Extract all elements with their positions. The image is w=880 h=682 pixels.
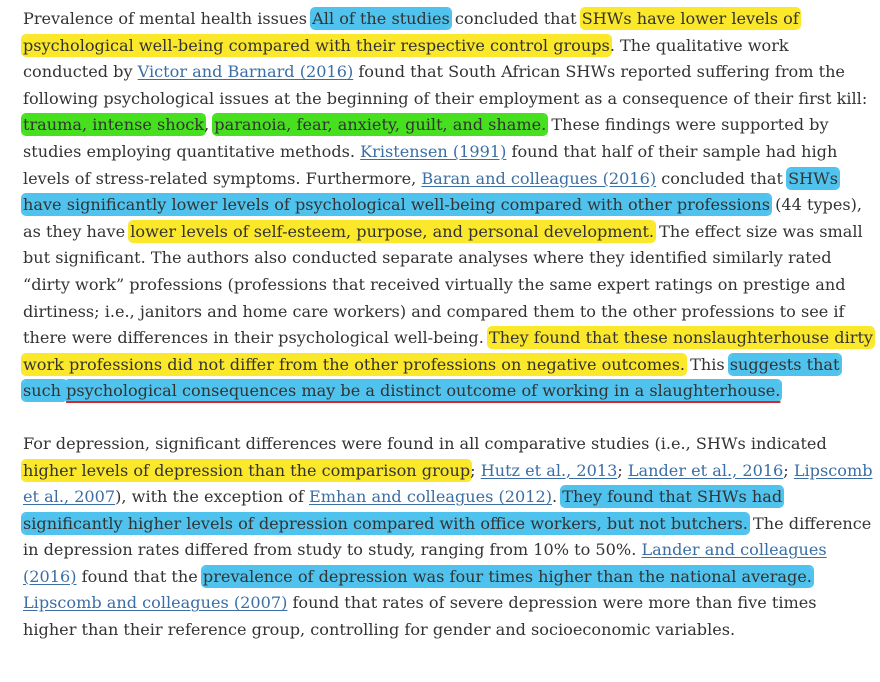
citation-link-lipscomb-and-colleagues-2007[interactable]: Lipscomb and colleagues (2007) — [23, 593, 288, 613]
body-text: ; — [470, 460, 481, 480]
yellow-highlight: lower levels of self-esteem, purpose, and personal development. — [130, 221, 655, 241]
body-text: concluded that — [656, 168, 789, 188]
body-text: This — [685, 354, 730, 374]
blue-highlight: They found that SHWs had significantly higher levels of depression compared with office workers, but not butchers. — [23, 487, 783, 533]
body-text: These findings were supported by studies employing quantitative methods. — [23, 115, 829, 161]
body-text: found that the — [76, 566, 203, 586]
yellow-highlight: SHWs have lower levels of psychological well-being compared with their respective control groups — [23, 9, 799, 55]
yellow-highlight: They found that these nonslaughterhouse dirty work professions did not differ from the other professions on negative outcomes. — [23, 328, 874, 374]
citation-link-lander-and-colleagues-2016[interactable]: Lander and colleagues (2016) — [23, 540, 827, 586]
body-text: ), with the exception of — [115, 487, 309, 507]
body-text: found that half of their sample had high levels of stress-related symptoms. Furthermore, — [23, 141, 838, 188]
body-text: found that rates of severe depression were more than five times higher than their reference group, controlling for gender and socioeconomic variables. — [23, 593, 817, 640]
blue-highlight: All of the studies — [312, 9, 450, 28]
body-text: . — [552, 487, 563, 507]
blue-highlight: prevalence of depression was four times higher than the national average. — [202, 566, 812, 586]
body-text: Prevalence of mental health issues — [23, 9, 313, 28]
body-text: For depression, significant differences were found in all comparative studies (i.e., SHWs indicated — [23, 433, 827, 453]
citation-link-hutz-et-al-2013[interactable]: Hutz et al., 2013 — [480, 460, 618, 480]
green-highlight: paranoia, fear, anxiety, guilt, and shame. — [214, 115, 547, 135]
green-highlight: trauma, intense shock — [23, 115, 205, 135]
body-text: The difference in depression rates differed from study to study, ranging from 10% to 50%. — [23, 513, 872, 560]
paragraph-mental-health — [23, 6, 873, 405]
blue-highlight-red-underline: psychological consequences may be a distinct outcome of working in a slaughterhouse. — [66, 381, 781, 401]
body-text: . The qualitative work conducted by — [23, 35, 789, 82]
citation-link-lipscomb-et-al-2007[interactable]: Lipscomb et al., 2007 — [23, 460, 873, 507]
body-text: ; — [617, 460, 628, 480]
citation-link-lander-et-al-2016[interactable]: Lander et al., 2016 — [627, 460, 784, 480]
blue-highlight: suggests that such — [23, 354, 840, 401]
yellow-highlight: higher levels of depression than the comparison group — [23, 460, 471, 480]
body-text: found that South African SHWs reported suffering from the following psychological issues at the beginning of their employment as a consequence of their first kill: — [23, 62, 868, 108]
body-text: The effect size was small but significant. The authors also conducted separate analyses where they identified similarly rated “dirty work” professions (professions that received virtually the same expert ratings on prestige and dirtiness; i.e., janitors and home care workers) and compared them to the other professions to see if there were differences in their psychological well-being. — [23, 221, 863, 348]
article-body — [23, 6, 873, 644]
body-text: concluded that — [449, 9, 582, 28]
paragraph-depression — [23, 431, 873, 644]
citation-link-emhan-and-colleagues-2012[interactable]: Emhan and colleagues (2012) — [309, 487, 553, 507]
body-text: (44 types), as they have — [23, 195, 863, 241]
citation-link-victor-and-barnard-2016[interactable]: Victor and Barnard (2016) — [137, 62, 354, 82]
citation-link-kristensen-1991[interactable]: Kristensen (1991) — [360, 141, 507, 161]
blue-highlight: SHWs have significantly lower levels of psychological well-being compared with other professions — [23, 168, 838, 215]
body-text: , — [204, 115, 215, 135]
body-text: ; — [783, 460, 794, 480]
citation-link-baran-and-colleagues-2016[interactable]: Baran and colleagues (2016) — [421, 168, 657, 188]
